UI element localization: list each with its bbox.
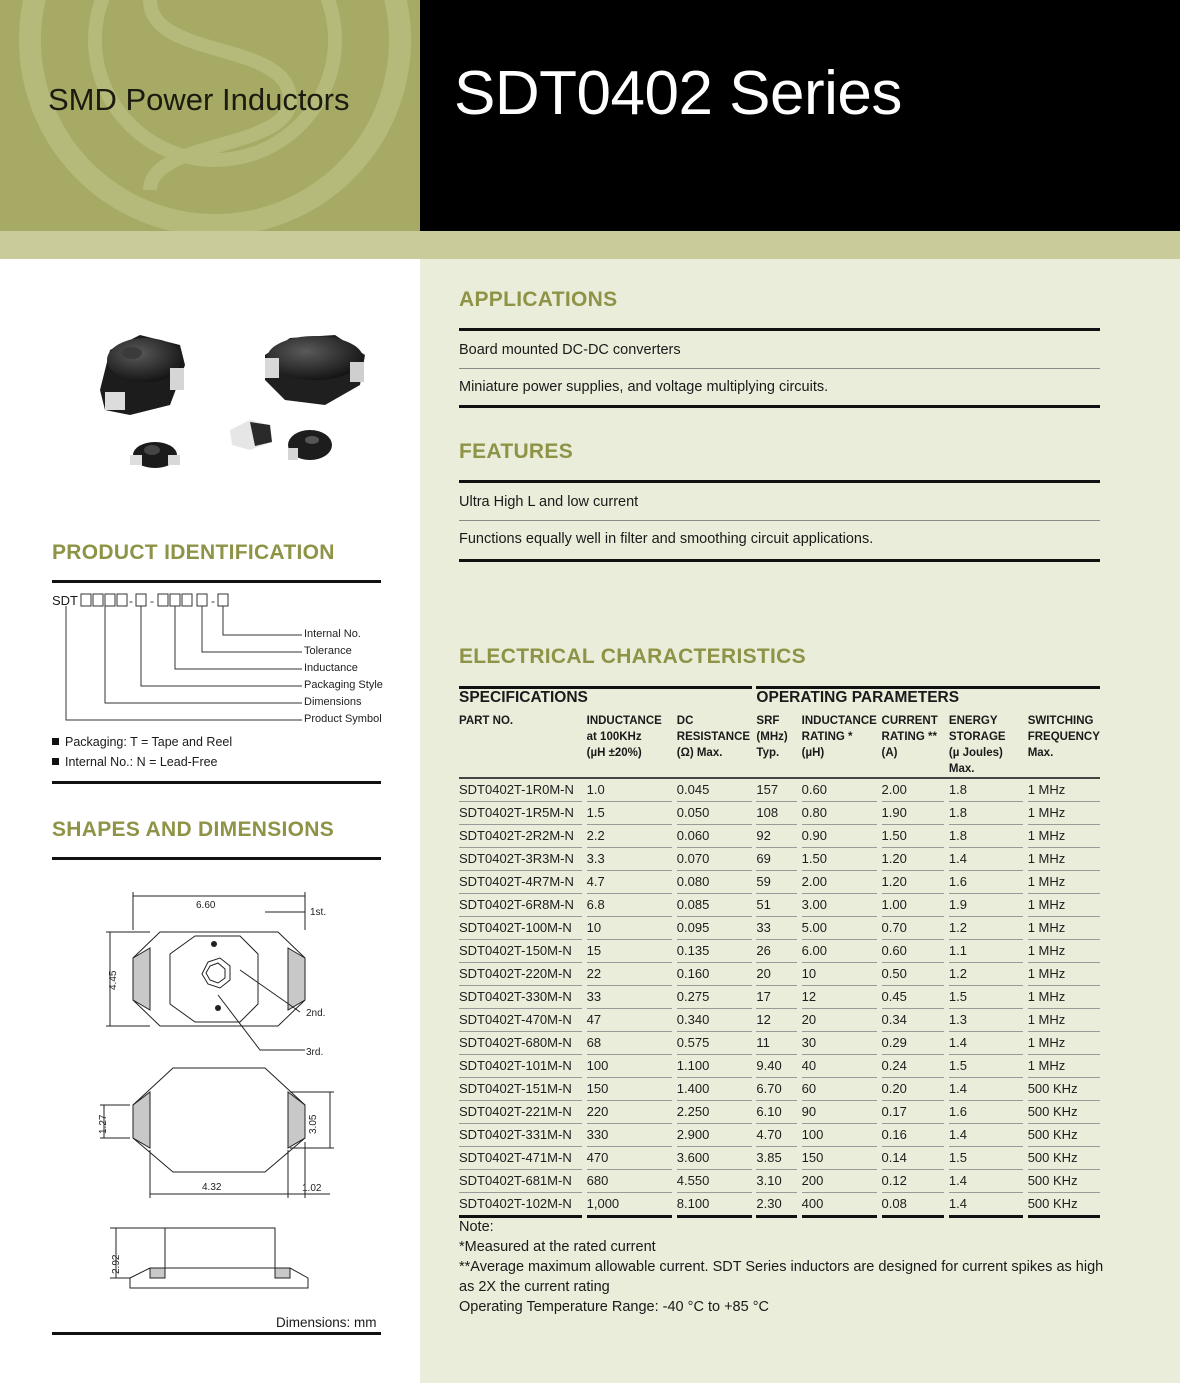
table-cell: 0.12 — [882, 1170, 945, 1193]
table-row — [459, 963, 1100, 986]
column-header: SRF (MHz) Typ. — [756, 715, 788, 759]
bullet-square-icon — [52, 738, 59, 745]
table-row — [459, 986, 1100, 1009]
table-cell: SDT0402T-680M-N — [459, 1032, 582, 1055]
table-cell: 500 KHz — [1028, 1193, 1100, 1217]
svg-text:4.45: 4.45 — [108, 970, 119, 990]
table-cell: 1.20 — [882, 871, 945, 894]
label-tolerance: Tolerance — [304, 645, 352, 657]
table-cell: 1 MHz — [1028, 1055, 1100, 1078]
table-cell: 1 MHz — [1028, 963, 1100, 986]
table-cell: 0.045 — [677, 778, 752, 802]
table-cell: 500 KHz — [1028, 1078, 1100, 1101]
note-line: Operating Temperature Range: -40 °C to +85 °C — [459, 1299, 769, 1315]
note-line: **Average maximum allowable current. SDT Series inductors are designed for current spikes as high as 2X the current rating — [459, 1259, 1104, 1295]
label-packaging-style: Packaging Style — [304, 679, 383, 691]
table-cell: 150 — [802, 1147, 877, 1170]
table-cell: 1.5 — [949, 1147, 1023, 1170]
table-cell: 2.00 — [882, 778, 945, 802]
section-rule — [52, 580, 381, 583]
table-cell: 1.6 — [949, 1101, 1023, 1124]
table-cell: SDT0402T-6R8M-N — [459, 894, 582, 917]
table-cell: 1.1 — [949, 940, 1023, 963]
dimension-drawing — [90, 880, 350, 1300]
table-cell: 3.3 — [587, 848, 672, 871]
svg-text:-: - — [129, 594, 133, 608]
table-cell: 1 MHz — [1028, 871, 1100, 894]
table-cell: 92 — [756, 825, 796, 848]
table-cell: 6.70 — [756, 1078, 796, 1101]
table-cell: 1.8 — [949, 778, 1023, 802]
bullet-packaging: Packaging: T = Tape and Reel — [52, 735, 232, 749]
table-cell: 1.0 — [587, 778, 672, 802]
svg-text:2.92: 2.92 — [111, 1254, 122, 1274]
product-code-diagram — [52, 590, 392, 730]
table-cell: 200 — [802, 1170, 877, 1193]
section-rule — [459, 480, 1100, 483]
table-cell: 0.085 — [677, 894, 752, 917]
table-cell: 20 — [802, 1009, 877, 1032]
table-cell: 1.6 — [949, 871, 1023, 894]
feature-item: Functions equally well in filter and smoothing circuit applications. — [459, 531, 874, 547]
table-cell: 1.50 — [802, 848, 877, 871]
table-row — [459, 802, 1100, 825]
svg-text:1.27: 1.27 — [98, 1114, 109, 1134]
section-rule — [52, 1332, 381, 1335]
table-cell: 26 — [756, 940, 796, 963]
table-cell: 1.8 — [949, 825, 1023, 848]
units-label: Dimensions: mm — [276, 1315, 377, 1330]
table-cell: SDT0402T-220M-N — [459, 963, 582, 986]
table-cell: 1 MHz — [1028, 825, 1100, 848]
table-cell: 33 — [756, 917, 796, 940]
table-cell: 0.29 — [882, 1032, 945, 1055]
table-cell: 100 — [587, 1055, 672, 1078]
table-cell: 59 — [756, 871, 796, 894]
table-cell: 0.45 — [882, 986, 945, 1009]
table-cell: SDT0402T-102M-N — [459, 1193, 582, 1217]
table-row — [459, 778, 1100, 802]
table-cell: 2.00 — [802, 871, 877, 894]
group-specifications: SPECIFICATIONS — [459, 688, 752, 714]
table-cell: SDT0402T-3R3M-N — [459, 848, 582, 871]
table-cell: 470 — [587, 1147, 672, 1170]
note-line: *Measured at the rated current — [459, 1239, 656, 1255]
table-cell: 1 MHz — [1028, 986, 1100, 1009]
table-cell: 1.2 — [949, 963, 1023, 986]
table-cell: 6.00 — [802, 940, 877, 963]
column-header: INDUCTANCE RATING * (µH) — [801, 715, 877, 759]
table-row — [459, 1078, 1100, 1101]
table-cell: 0.80 — [802, 802, 877, 825]
section-rule — [459, 559, 1100, 562]
table-cell: 0.70 — [882, 917, 945, 940]
table-cell: SDT0402T-681M-N — [459, 1170, 582, 1193]
table-cell: 1.4 — [949, 848, 1023, 871]
column-header: PART NO. — [459, 715, 514, 727]
section-rule — [459, 328, 1100, 331]
table-row — [459, 894, 1100, 917]
table-cell: 2.250 — [677, 1101, 752, 1124]
table-cell: 500 KHz — [1028, 1147, 1100, 1170]
table-cell: 20 — [756, 963, 796, 986]
applications-heading: APPLICATIONS — [459, 288, 618, 311]
group-operating-parameters: OPERATING PARAMETERS — [756, 688, 1100, 714]
table-cell: 0.24 — [882, 1055, 945, 1078]
svg-text:3rd.: 3rd. — [306, 1047, 324, 1058]
table-cell: SDT0402T-1R0M-N — [459, 778, 582, 802]
table-cell: SDT0402T-221M-N — [459, 1101, 582, 1124]
table-cell: 0.20 — [882, 1078, 945, 1101]
table-cell: 3.10 — [756, 1170, 796, 1193]
table-cell: 400 — [802, 1193, 877, 1217]
table-cell: 0.575 — [677, 1032, 752, 1055]
table-row — [459, 1032, 1100, 1055]
application-item: Miniature power supplies, and voltage multiplying circuits. — [459, 379, 829, 395]
table-row — [459, 1170, 1100, 1193]
table-cell: 10 — [587, 917, 672, 940]
shapes-dimensions-heading: SHAPES AND DIMENSIONS — [52, 818, 335, 841]
row-divider — [459, 520, 1100, 521]
table-cell: 1 MHz — [1028, 940, 1100, 963]
electrical-table — [459, 686, 1100, 1218]
feature-item: Ultra High L and low current — [459, 494, 639, 510]
table-row — [459, 848, 1100, 871]
table-cell: 0.050 — [677, 802, 752, 825]
column-header: DC RESISTANCE (Ω) Max. — [676, 715, 751, 759]
series-title: SDT0402 Series — [454, 59, 902, 128]
table-cell: SDT0402T-151M-N — [459, 1078, 582, 1101]
table-cell: 1,000 — [587, 1193, 672, 1217]
table-cell: 0.08 — [882, 1193, 945, 1217]
table-row — [459, 1124, 1100, 1147]
table-cell: 2.900 — [677, 1124, 752, 1147]
table-cell: 1.2 — [949, 917, 1023, 940]
table-cell: 0.275 — [677, 986, 752, 1009]
table-cell: 1 MHz — [1028, 802, 1100, 825]
table-cell: SDT0402T-1R5M-N — [459, 802, 582, 825]
label-dimensions: Dimensions — [304, 696, 362, 708]
table-cell: 40 — [802, 1055, 877, 1078]
svg-text:1st.: 1st. — [310, 907, 327, 918]
table-cell: 17 — [756, 986, 796, 1009]
table-cell: 500 KHz — [1028, 1170, 1100, 1193]
table-cell: 108 — [756, 802, 796, 825]
table-cell: 1.90 — [882, 802, 945, 825]
table-cell: 0.080 — [677, 871, 752, 894]
table-cell: 8.100 — [677, 1193, 752, 1217]
column-header: ENERGY STORAGE (µ Joules) Max. — [948, 715, 1006, 775]
product-photo — [60, 320, 390, 500]
electrical-characteristics-heading: ELECTRICAL CHARACTERISTICS — [459, 645, 806, 668]
header-left-panel — [0, 0, 420, 231]
table-cell: 1 MHz — [1028, 894, 1100, 917]
note-title: Note: — [459, 1219, 494, 1235]
section-rule — [459, 405, 1100, 408]
features-heading: FEATURES — [459, 440, 574, 463]
table-cell: 1.3 — [949, 1009, 1023, 1032]
table-cell: 1 MHz — [1028, 848, 1100, 871]
table-cell: 0.60 — [802, 778, 877, 802]
table-row — [459, 1147, 1100, 1170]
label-inductance: Inductance — [304, 662, 358, 674]
column-header: SWITCHING FREQUENCY Max. — [1027, 715, 1100, 759]
table-cell: 60 — [802, 1078, 877, 1101]
table-cell: SDT0402T-330M-N — [459, 986, 582, 1009]
table-cell: 15 — [587, 940, 672, 963]
table-cell: SDT0402T-150M-N — [459, 940, 582, 963]
table-cell: 12 — [802, 986, 877, 1009]
table-cell: 33 — [587, 986, 672, 1009]
table-cell: 2.30 — [756, 1193, 796, 1217]
table-cell: 0.070 — [677, 848, 752, 871]
code-prefix: SDT — [52, 593, 78, 608]
table-cell: 0.16 — [882, 1124, 945, 1147]
table-cell: 0.14 — [882, 1147, 945, 1170]
table-cell: 1.5 — [949, 1055, 1023, 1078]
table-cell: 10 — [802, 963, 877, 986]
table-cell: 1 MHz — [1028, 778, 1100, 802]
svg-text:2nd.: 2nd. — [306, 1008, 326, 1019]
table-cell: 11 — [756, 1032, 796, 1055]
table-cell: 680 — [587, 1170, 672, 1193]
table-cell: 4.70 — [756, 1124, 796, 1147]
header-band — [0, 231, 1180, 259]
table-cell: SDT0402T-101M-N — [459, 1055, 582, 1078]
table-cell: 500 KHz — [1028, 1124, 1100, 1147]
table-cell: SDT0402T-100M-N — [459, 917, 582, 940]
table-cell: 1.00 — [882, 894, 945, 917]
table-cell: 1.4 — [949, 1170, 1023, 1193]
table-cell: 0.135 — [677, 940, 752, 963]
table-cell: 0.095 — [677, 917, 752, 940]
table-cell: 150 — [587, 1078, 672, 1101]
table-cell: 90 — [802, 1101, 877, 1124]
table-cell: 6.10 — [756, 1101, 796, 1124]
table-cell: SDT0402T-2R2M-N — [459, 825, 582, 848]
table-cell: 1.5 — [587, 802, 672, 825]
table-cell: 2.2 — [587, 825, 672, 848]
table-cell: 1.4 — [949, 1193, 1023, 1217]
table-row — [459, 1009, 1100, 1032]
table-cell: 0.060 — [677, 825, 752, 848]
table-cell: 0.17 — [882, 1101, 945, 1124]
table-row — [459, 917, 1100, 940]
svg-text:3.05: 3.05 — [308, 1114, 319, 1134]
svg-text:4.32: 4.32 — [202, 1182, 222, 1193]
table-cell: 1.9 — [949, 894, 1023, 917]
table-cell: SDT0402T-4R7M-N — [459, 871, 582, 894]
table-row — [459, 940, 1100, 963]
table-cell: 0.34 — [882, 1009, 945, 1032]
table-cell: 220 — [587, 1101, 672, 1124]
product-identification-heading: PRODUCT IDENTIFICATION — [52, 541, 335, 564]
label-product-symbol: Product Symbol — [304, 713, 382, 725]
table-cell: 3.85 — [756, 1147, 796, 1170]
table-cell: 1.100 — [677, 1055, 752, 1078]
table-cell: 1 MHz — [1028, 1032, 1100, 1055]
svg-text:6.60: 6.60 — [196, 900, 216, 911]
row-divider — [459, 368, 1100, 369]
section-rule — [52, 781, 381, 784]
table-cell: 47 — [587, 1009, 672, 1032]
table-cell: 6.8 — [587, 894, 672, 917]
table-cell: 0.340 — [677, 1009, 752, 1032]
category-title: SMD Power Inductors — [48, 82, 350, 117]
table-cell: 1.20 — [882, 848, 945, 871]
table-cell: 9.40 — [756, 1055, 796, 1078]
label-internal-no: Internal No. — [304, 628, 361, 640]
table-row — [459, 825, 1100, 848]
column-header: INDUCTANCE at 100KHz (µH ±20%) — [586, 715, 662, 759]
table-cell: 1.4 — [949, 1078, 1023, 1101]
table-cell: 4.7 — [587, 871, 672, 894]
table-cell: 4.550 — [677, 1170, 752, 1193]
section-rule — [52, 857, 381, 860]
table-cell: 12 — [756, 1009, 796, 1032]
table-cell: SDT0402T-471M-N — [459, 1147, 582, 1170]
table-cell: SDT0402T-470M-N — [459, 1009, 582, 1032]
table-row — [459, 1055, 1100, 1078]
table-row — [459, 1193, 1100, 1217]
table-row — [459, 871, 1100, 894]
table-cell: 5.00 — [802, 917, 877, 940]
table-cell: 330 — [587, 1124, 672, 1147]
table-cell: 500 KHz — [1028, 1101, 1100, 1124]
table-cell: 0.60 — [882, 940, 945, 963]
bullet-internal-no: Internal No.: N = Lead-Free — [52, 755, 218, 769]
table-cell: 1.50 — [882, 825, 945, 848]
table-cell: 1 MHz — [1028, 1009, 1100, 1032]
svg-text:1.02: 1.02 — [302, 1183, 322, 1194]
table-cell: 68 — [587, 1032, 672, 1055]
table-cell: 0.160 — [677, 963, 752, 986]
table-cell: 3.00 — [802, 894, 877, 917]
table-cell: 1.5 — [949, 986, 1023, 1009]
svg-text:-: - — [150, 594, 154, 608]
notes-block — [459, 1217, 1109, 1317]
table-cell: 22 — [587, 963, 672, 986]
table-cell: 1 MHz — [1028, 917, 1100, 940]
table-cell: 0.90 — [802, 825, 877, 848]
table-cell: 69 — [756, 848, 796, 871]
table-cell: 1.400 — [677, 1078, 752, 1101]
table-cell: 1.4 — [949, 1032, 1023, 1055]
table-row — [459, 1101, 1100, 1124]
bullet-square-icon — [52, 758, 59, 765]
table-cell: 157 — [756, 778, 796, 802]
table-cell: 30 — [802, 1032, 877, 1055]
table-cell: SDT0402T-331M-N — [459, 1124, 582, 1147]
table-cell: 100 — [802, 1124, 877, 1147]
table-cell: 1.4 — [949, 1124, 1023, 1147]
table-cell: 1.8 — [949, 802, 1023, 825]
column-header: CURRENT RATING ** (A) — [881, 715, 938, 759]
application-item: Board mounted DC-DC converters — [459, 342, 681, 358]
svg-text:-: - — [211, 594, 215, 608]
table-cell: 51 — [756, 894, 796, 917]
table-cell: 0.50 — [882, 963, 945, 986]
table-cell: 3.600 — [677, 1147, 752, 1170]
